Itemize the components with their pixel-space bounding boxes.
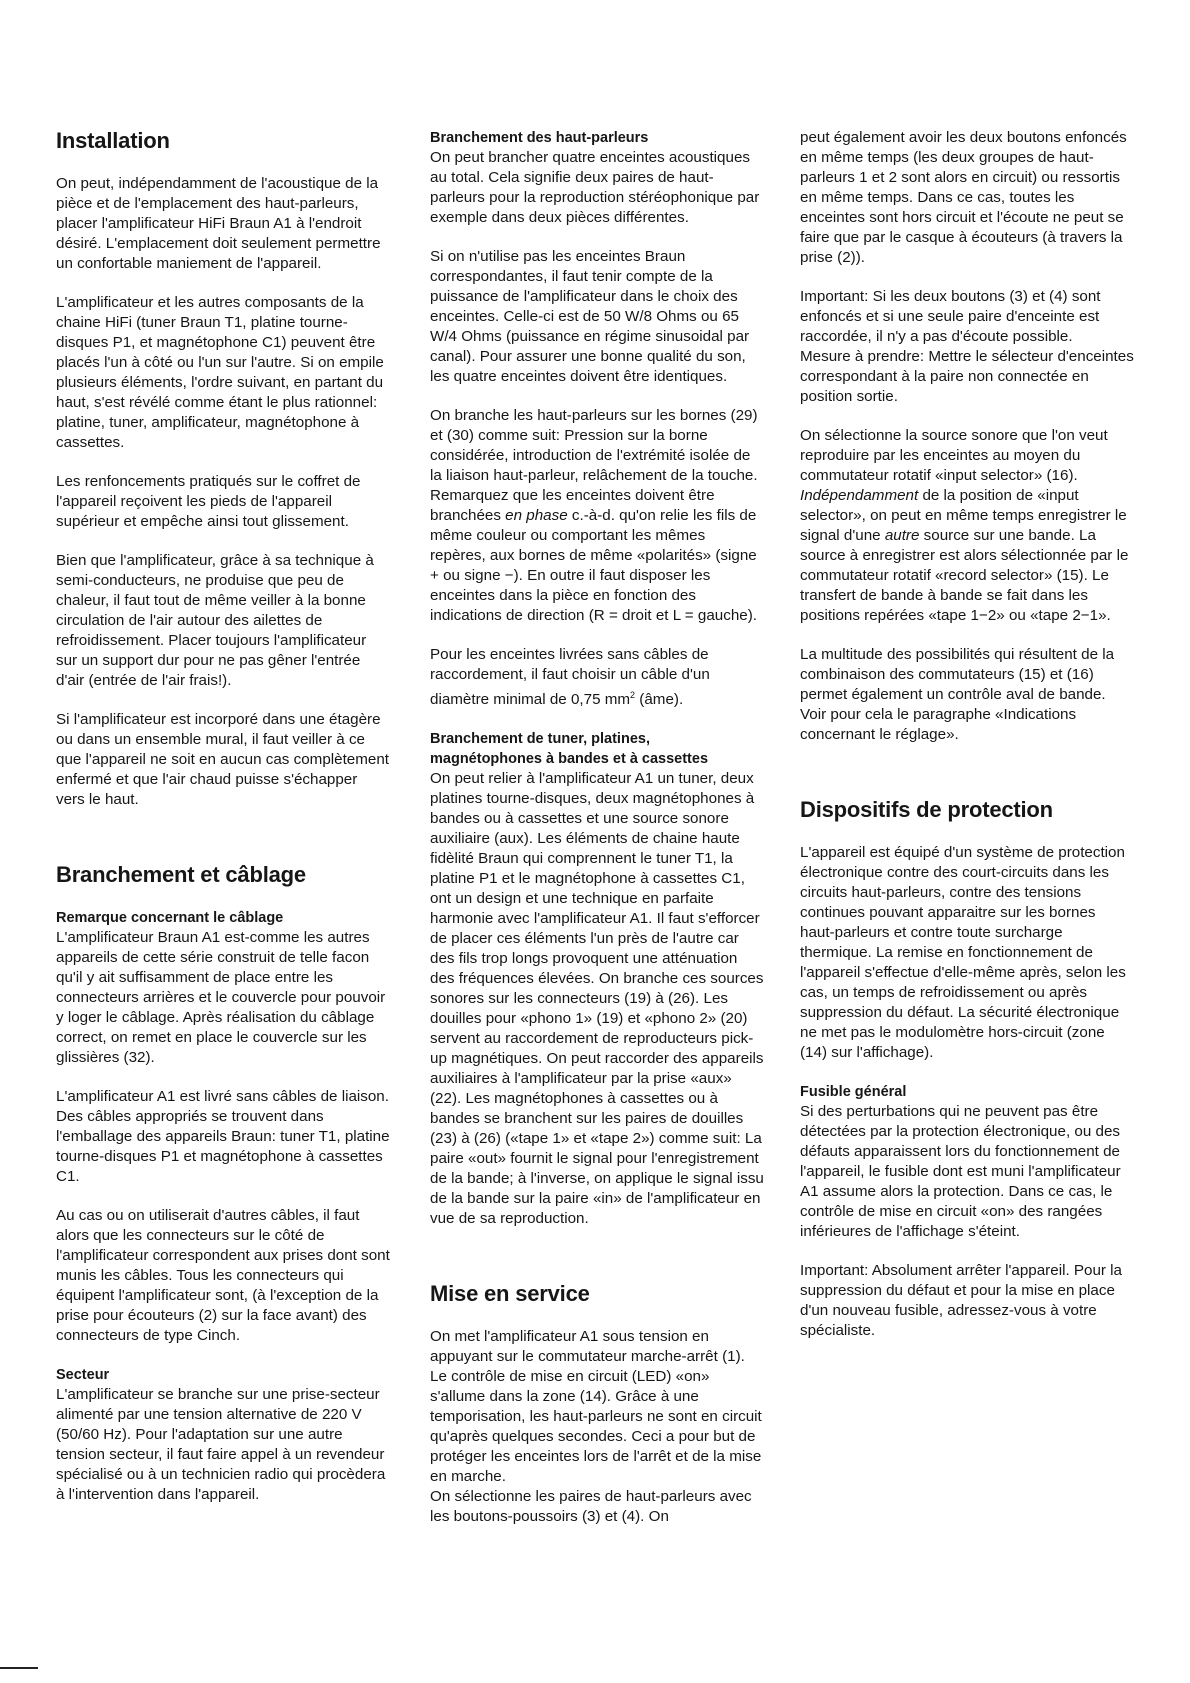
mise-heading: Mise en service [430,1281,590,1307]
tuner-subheading-line: magnétophones à bandes et à cassettes [430,751,709,768]
cable-paragraph [430,645,764,710]
hautparleurs-subheading: Branchement des haut-parleurs [430,130,649,146]
mise-paragraph: On sélectionne les paires de haut-parleurs avec les boutons-poussoirs (3) et (4). On [430,1488,752,1526]
multitude-paragraph: La multitude des possibilités qui résultent de la combinaison des commutateurs (15) et (16) permet également un contrôle aval de bande. Voir pour cela le paragraphe «Indications concernant le réglage». [800,646,1115,743]
column-2 [430,128,764,1546]
fusible-subheading: Fusible général [800,1084,907,1100]
cable-text: Pour les enceintes livrées sans câbles de raccordement, il faut choisir un câble d'un diamètre minimal de 0,75 mm [430,646,710,709]
tuner-subheading-line: Branchement de tuner, platines, [430,731,650,748]
installation-heading: Installation [56,128,170,153]
fusible-paragraph: Si des perturbations qui ne peuvent pas être détectées par la protection électronique, ou des défauts apparaissent lors du fonctionnement de l'appareil, le fusible dont est muni l'amplificateur A1 assume alors la protection. Dans ce cas, le contrôle de mise en circuit «on» des rangées inférieures de l'affichage s'éteint. [800,1103,1121,1240]
bornes-paragraph [430,406,764,626]
continued-paragraph: peut également avoir les deux boutons enfoncés en même temps (les deux groupes de haut-parleurs 1 et 2 sont alors en circuit) ou ressortis en même temps. Dans ce cas, toutes les enceintes sont hors circuit et l'écoute ne peut se faire que par le casque à écouteurs (à travers la prise (2)). [800,129,1127,266]
column-3 [800,128,1134,1360]
cable-text: (âme). [635,691,684,709]
source-text: source sur une bande. La source à enregistrer est alors sélectionnée par le commutateur rotatif «record selector» (15). Le transfert de bande à bande se fait dans les positions repérées «tape 1−2» ou «tape 2−1». [800,527,1129,624]
protection-paragraph: L'appareil est équipé d'un système de protection électronique contre des court-circuits dans les circuits haut-parleurs, contre des tensions continues pouvant apparaitre sur les bornes haut-parleurs et contre toute surcharge thermique. La remise en fonctionnement de l'appareil s'effectue d'elle-même après, selon les cas, un temps de refroidissement ou après suppression du défaut. La sécurité électronique ne met pas le modulomètre hors-circuit (zone (14) sur l'affichage). [800,844,1126,1061]
remarque-subheading: Remarque concernant le câblage [56,910,284,926]
protection-heading: Dispositifs de protection [800,797,1053,822]
important-paragraph: Important: Absolument arrêter l'appareil. Pour la suppression du défaut et pour la mise en place d'un nouveau fusible, adressez-vous à votre spécialiste. [800,1262,1122,1339]
source-text: de la position de «input selector», on peut en même temps enregistrer le signal d'une [800,487,1127,544]
remarque-paragraph: L'amplificateur Braun A1 est-comme les autres appareils de cette série construit de telle facon qu'il y ait suffisamment de place entre les connecteurs arrières et le couvercle pour pouvoir y loger le câblage. Après réalisation du câblage correct, on remet en place le couvercle sur les glissières (32). [56,929,386,1066]
important-paragraph: Important: Si les deux boutons (3) et (4) sont enfoncés et si une seule paire d'enceinte est raccordée, il n'y a pas d'écoute possible. [800,288,1101,345]
secteur-paragraph: L'amplificateur se branche sur une prise-secteur alimenté par une tension alternative de 220 V (50/60 Hz). Pour l'adaptation sur une autre tension secteur, il faut faire appel à un revendeur spécialisé ou à un technicien radio qui procèdera à l'intervention dans l'appareil. [56,1386,386,1503]
mise-paragraph: On met l'amplificateur A1 sous tension en appuyant sur le commutateur marche-arrêt (1). Le contrôle de mise en circuit (LED) «on» s'allume dans la zone (14). Grâce à une temporisation, les haut-parleurs ne sont en circuit qu'après quelques secondes. Ceci a pour but de protéger les enceintes lors de l'arrêt et de la mise en marche. [430,1328,762,1486]
source-text: On sélectionne la source sonore que l'on veut reproduire par les enceintes au moyen du commutateur rotatif «input selector» (16). [800,427,1108,484]
cable-superscript: 2 [630,690,636,700]
source-emphasis: Indépendamment [800,487,919,504]
source-paragraph [800,426,1134,626]
hautparleurs-paragraph: Si on n'utilise pas les enceintes Braun correspondantes, il faut tenir compte de la puissance de l'amplificateur dans le choix des enceintes. Celle-ci est de 50 W/8 Ohms ou 65 W/4 Ohms (puissance en régime sinusoidal par canal). Pour assurer une bonne qualité du son, les quatre enceintes doivent être identiques. [430,248,750,385]
installation-paragraph: Les renfoncements pratiqués sur le coffret de l'appareil reçoivent les pieds de l'appareil supérieur et empêche ainsi tout glissement. [56,473,361,530]
hautparleurs-paragraph: On peut brancher quatre enceintes acoustiques au total. Cela signifie deux paires de haut-parleurs pour la reproduction stéréophonique par exemple dans deux pièces différentes. [430,149,760,226]
remarque-paragraph: L'amplificateur A1 est livré sans câbles de liaison. Des câbles appropriés se trouvent dans l'emballage des appareils Braun: tuner T1, platine tourne-disques P1 et magnétophone à cassettes C1. [56,1088,390,1185]
column-1 [56,128,390,1524]
bornes-emphasis: en phase [505,507,568,524]
page-edge-mark [0,1667,38,1669]
installation-paragraph: On peut, indépendamment de l'acoustique de la pièce et de l'emplacement des haut-parleurs, placer l'amplificateur HiFi Braun A1 à l'endroit désiré. L'emplacement doit seulement permettre un confortable maniement de l'appareil. [56,175,381,272]
secteur-subheading: Secteur [56,1367,110,1383]
installation-paragraph: Bien que l'amplificateur, grâce à sa technique à semi-conducteurs, ne produise que peu de chaleur, il faut tout de même veiller à la bonne circulation de l'air autour des ailettes de refroidissement. Placer toujours l'amplificateur sur un support dur pour ne pas gêner l'entrée d'air (entrée de l'air frais!). [56,552,374,689]
remarque-paragraph: Au cas ou on utiliserait d'autres câbles, il faut alors que les connecteurs sur le côté de l'amplificateur correspondent aux prises dont sont munis les câbles. Tous les connecteurs qui équipent l'amplificateur sont, (à l'exception de la prise pour écouteurs (2) sur la face avant) des connecteurs de type Cinch. [56,1207,390,1344]
tuner-paragraph: On peut relier à l'amplificateur A1 un tuner, deux platines tourne-disques, deux magnétophones à bandes ou à cassettes et une source sonore auxiliaire (aux). Les éléments de chaine haute fidèlité Braun qui comprennent le tuner T1, la platine P1 et le magnétophone à cassettes C1, ont un design et une technique en parfaite harmonie avec l'amplificateur A1. Il faut s'efforcer de placer ces éléments l'un près de l'autre car des fils trop longs provoquent une atténuation des fréquences élevées. On branche ces sources sonores sur les connecteurs (19) à (26). Les douilles pour «phono 1» (19) et «phono 2» (20) servent au raccordement de reproducteurs pick-up magnétiques. On peut raccorder des appareils auxiliaires à l'amplificateur par la prise «aux» (22). Les magnétophones à cassettes ou à bandes se branchent sur les paires de douilles (23) à (26) («tape 1» et «tape 2») comme suit: La paire «out» fournit le signal pour l'enregistrement de la bande; à l'inverse, on applique le signal issu de la bande sur la paire «in» de l'amplificateur en vue de sa reproduction. [430,770,764,1228]
bornes-text: On branche les haut-parleurs sur les bornes (29) et (30) comme suit: Pression sur la borne considérée, introduction de l'extrémité isolée de la liaison haut-parleur, relâchement de la touche. Remarquez que les enceintes doivent être branchées [430,407,758,524]
bornes-text: c.-à-d. qu'on relie les fils de même couleur ou comportant les mêmes repères, aux bornes de même «polarités» (signe + ou signe −). En outre il faut disposer les enceintes dans la pièce en fonction des indications de direction (R = droit et L = gauche). [430,507,757,624]
installation-paragraph: L'amplificateur et les autres composants de la chaine HiFi (tuner Braun T1, platine tourne-disques P1, et magnétophone C1) peuvent être placés l'un à côté ou l'un sur l'autre. Si on empile plusieurs éléments, l'ordre suivant, en partant du haut, s'est révélé comme étant le plus rationnel: platine, tuner, amplificateur, magnétophone à cassettes. [56,294,384,451]
branchement-heading: Branchement et câblage [56,862,306,887]
mesure-paragraph: Mesure à prendre: Mettre le sélecteur d'enceintes correspondant à la paire non connectée en position sortie. [800,348,1134,405]
installation-paragraph: Si l'amplificateur est incorporé dans une étagère ou dans un ensemble mural, il faut veiller à ce que l'appareil ne soit en aucun cas complètement enfermé et que l'air chaud puisse s'échapper vers le haut. [56,711,390,808]
tuner-subheading [430,729,764,769]
source-emphasis: autre [884,527,920,544]
